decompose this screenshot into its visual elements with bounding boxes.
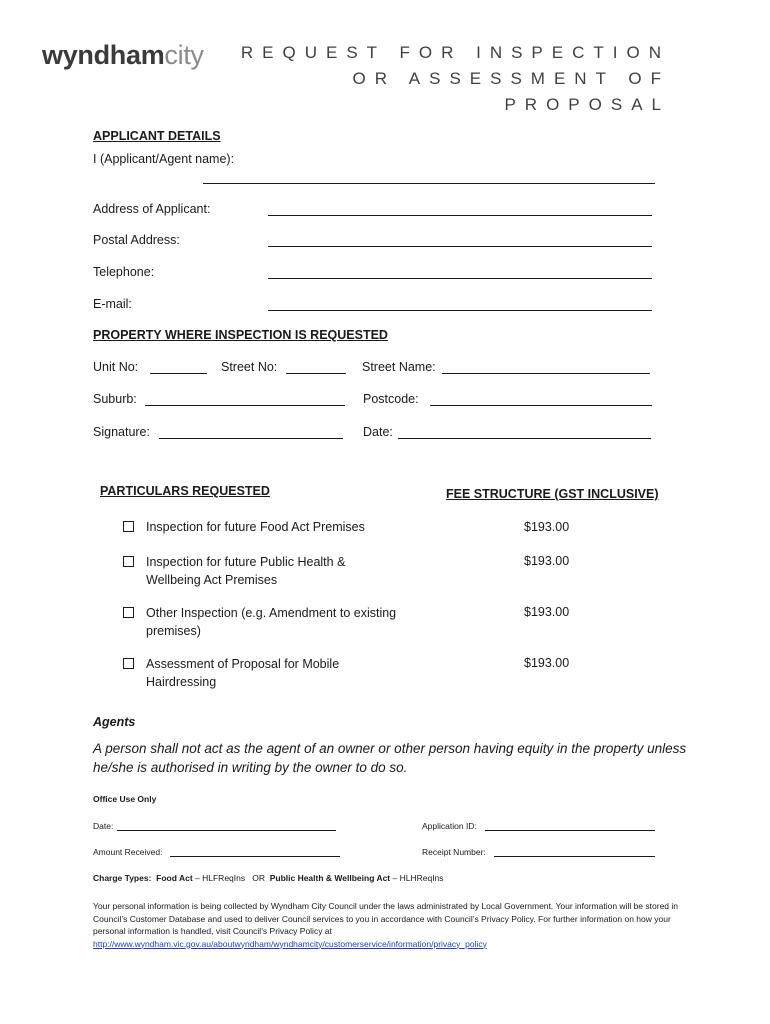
charge-public-health-act: Public Health & Wellbeing Act bbox=[269, 873, 391, 883]
particulars-heading: PARTICULARS REQUESTED bbox=[100, 484, 270, 498]
street-name-label: Street Name: bbox=[362, 360, 436, 374]
street-no-field[interactable] bbox=[286, 373, 346, 374]
item-other-inspection-label: Other Inspection (e.g. Amendment to existing premises) bbox=[146, 606, 397, 638]
unit-no-field[interactable] bbox=[150, 373, 207, 374]
unit-no-label: Unit No: bbox=[93, 360, 139, 374]
suburb-field[interactable] bbox=[145, 405, 345, 406]
wyndham-city-logo bbox=[42, 40, 204, 71]
item-food-act-label: Inspection for future Food Act Premises bbox=[146, 520, 365, 534]
privacy-text: Your personal information is being collected by Wyndham City Council under the laws administrated by Local Government. Your information will be stored in Council’s Customer Database and used to deliver Council services to you in accordance with Council’s Privacy Policy. For further information on how your personal information is handled, visit Council’s Privacy Policy at bbox=[93, 901, 678, 936]
item-mobile-hairdressing-fee: $193.00 bbox=[524, 656, 570, 670]
postal-address-field[interactable] bbox=[268, 246, 652, 247]
receipt-number-field[interactable] bbox=[494, 856, 655, 857]
logo-text-wyndham: wyndham bbox=[42, 40, 165, 70]
checkbox-mobile-hairdressing[interactable] bbox=[123, 658, 134, 669]
amount-received-label: Amount Received: bbox=[93, 847, 163, 857]
logo-text-city: city bbox=[164, 40, 204, 70]
privacy-policy-link[interactable]: http://www.wyndham.vic.gov.au/aboutwyndham/wyndhamcity/customerservice/information/privacy_policy bbox=[93, 938, 487, 949]
item-food-act-fee: $193.00 bbox=[524, 520, 570, 534]
agents-heading: Agents bbox=[93, 715, 136, 729]
street-no-label: Street No: bbox=[221, 360, 278, 374]
postcode-field[interactable] bbox=[430, 405, 652, 406]
office-date-field[interactable] bbox=[117, 830, 336, 831]
signature-label: Signature: bbox=[93, 425, 150, 439]
date-label: Date: bbox=[363, 425, 393, 439]
charge-food-act: Food Act bbox=[156, 873, 193, 883]
item-mobile-hairdressing-label: Assessment of Proposal for Mobile Hairdressing bbox=[146, 657, 340, 689]
fee-structure-heading: FEE STRUCTURE (GST INCLUSIVE) bbox=[446, 487, 659, 501]
postcode-label: Postcode: bbox=[363, 392, 419, 406]
charge-types-label: Charge Types: bbox=[93, 873, 152, 883]
email-field[interactable] bbox=[268, 310, 652, 311]
form-title-line-2: OR ASSESSMENT OF bbox=[352, 69, 670, 88]
checkbox-food-act[interactable] bbox=[123, 521, 134, 532]
property-heading: PROPERTY WHERE INSPECTION IS REQUESTED bbox=[93, 328, 388, 342]
signature-field[interactable] bbox=[159, 438, 343, 439]
application-id-field[interactable] bbox=[485, 830, 655, 831]
amount-received-field[interactable] bbox=[170, 856, 340, 857]
agents-statement: A person shall not act as the agent of an owner or other person having equity in the property unless he/she is authorised in writing by the owner to do so. bbox=[93, 741, 687, 775]
applicant-details-heading: APPLICANT DETAILS bbox=[93, 129, 221, 143]
street-name-field[interactable] bbox=[442, 373, 650, 374]
item-public-health-label: Inspection for future Public Health & Wellbeing Act Premises bbox=[146, 555, 346, 587]
applicant-address-label: Address of Applicant: bbox=[93, 202, 211, 216]
item-public-health-fee: $193.00 bbox=[524, 554, 570, 568]
telephone-label: Telephone: bbox=[93, 265, 155, 279]
checkbox-other-inspection[interactable] bbox=[123, 607, 134, 618]
date-field[interactable] bbox=[398, 438, 651, 439]
form-title bbox=[241, 40, 670, 118]
office-use-heading: Office Use Only bbox=[93, 794, 157, 804]
office-date-label: Date: bbox=[93, 821, 114, 831]
item-other-inspection-fee: $193.00 bbox=[524, 605, 570, 619]
applicant-name-field[interactable] bbox=[203, 183, 655, 184]
charge-types-row bbox=[93, 873, 444, 883]
charge-or: OR bbox=[252, 873, 265, 883]
applicant-name-label: I (Applicant/Agent name): bbox=[93, 152, 235, 166]
privacy-statement bbox=[93, 900, 683, 950]
telephone-field[interactable] bbox=[268, 278, 652, 279]
form-title-line-3: PROPOSAL bbox=[504, 95, 670, 114]
application-id-label: Application ID: bbox=[422, 821, 477, 831]
email-label: E-mail: bbox=[93, 297, 132, 311]
postal-address-label: Postal Address: bbox=[93, 233, 180, 247]
applicant-address-field[interactable] bbox=[268, 215, 652, 216]
suburb-label: Suburb: bbox=[93, 392, 137, 406]
form-title-line-1: REQUEST FOR INSPECTION bbox=[240, 43, 670, 62]
charge-public-health-code: – HLHReqIns bbox=[390, 873, 444, 883]
charge-food-code: – HLFReqIns bbox=[192, 873, 246, 883]
receipt-number-label: Receipt Number: bbox=[422, 847, 486, 857]
checkbox-public-health[interactable] bbox=[123, 556, 134, 567]
